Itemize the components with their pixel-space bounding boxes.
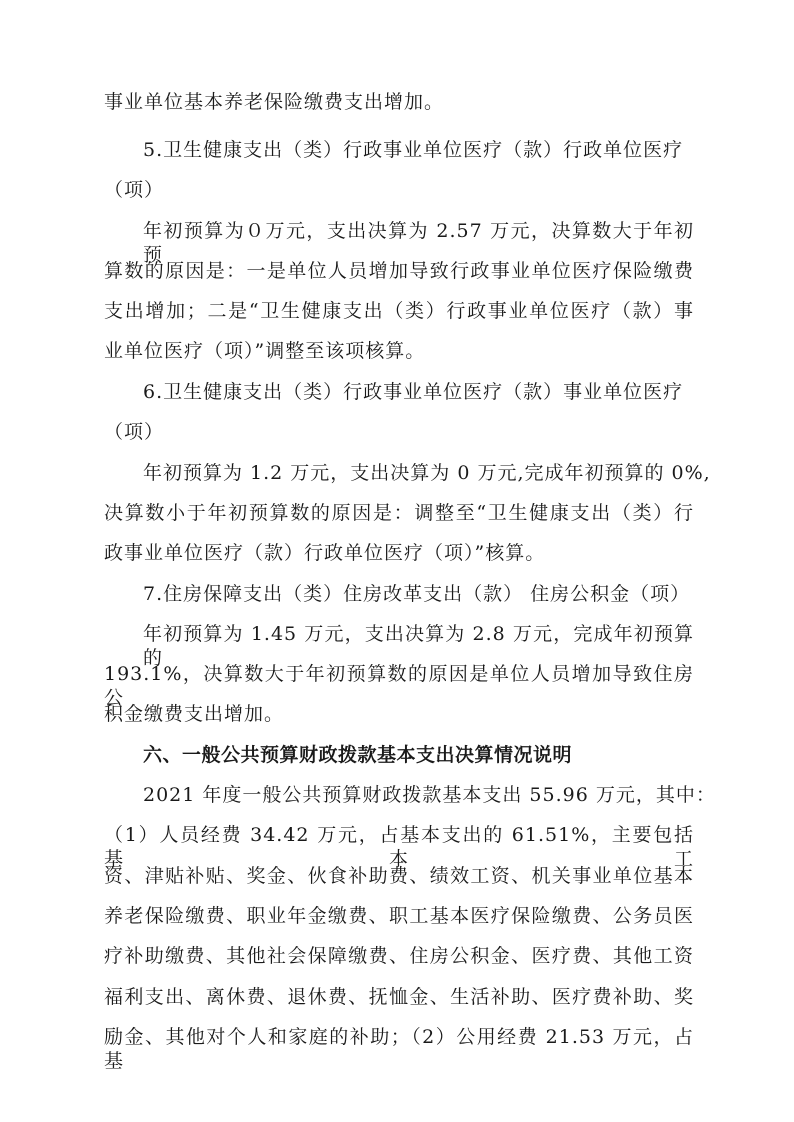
paragraph-line: 年初预算为 1.45 万元，支出决算为 2.8 万元，完成年初预算的 bbox=[143, 623, 694, 669]
paragraph-line: 励金、其他对个人和家庭的补助；（2）公用经费 21.53 万元，占基 bbox=[104, 1026, 694, 1072]
paragraph-line: 养老保险缴费、职业年金缴费、职工基本医疗保险缴费、公务员医 bbox=[104, 905, 694, 927]
paragraph-line: 福利支出、离休费、退休费、抚恤金、生活补助、医疗费补助、奖 bbox=[104, 986, 694, 1008]
item-heading-7: 7.住房保障支出（类）住房改革支出（款） 住房公积金（项） bbox=[143, 583, 691, 605]
paragraph-line: （1）人员经费 34.42 万元，占基本支出的 61.51%，主要包括基本工 bbox=[104, 824, 694, 870]
paragraph-line: 事业单位基本养老保险缴费支出增加。 bbox=[104, 91, 445, 113]
item-heading-5: 5.卫生健康支出（类）行政事业单位医疗（款）行政单位医疗 bbox=[143, 139, 684, 161]
paragraph-line: 疗补助缴费、其他社会保障缴费、住房公积金、医疗费、其他工资 bbox=[104, 945, 694, 967]
item-heading-6-cont: （项） bbox=[104, 421, 165, 443]
paragraph-line: 年初预算为 1.2 万元，支出决算为 0 万元,完成年初预算的 0%, bbox=[143, 462, 711, 484]
paragraph-line: 业单位医疗（项）”调整至该项核算。 bbox=[104, 340, 426, 362]
paragraph-line: 算数的原因是：一是单位人员增加导致行政事业单位医疗保险缴费 bbox=[104, 260, 694, 282]
item-heading-6: 6.卫生健康支出（类）行政事业单位医疗（款）事业单位医疗 bbox=[143, 381, 684, 403]
paragraph-line: 2021 年度一般公共预算财政拨款基本支出 55.96 万元，其中： bbox=[143, 784, 716, 806]
paragraph-line: 资、津贴补贴、奖金、伙食补助费、绩效工资、机关事业单位基本 bbox=[104, 865, 694, 887]
paragraph-line: 积金缴费支出增加。 bbox=[104, 703, 285, 725]
item-heading-5-cont: （项） bbox=[104, 179, 165, 201]
paragraph-line: 决算数小于年初预算数的原因是：调整至“卫生健康支出（类）行 bbox=[104, 502, 694, 524]
section-heading: 六、一般公共预算财政拨款基本支出决算情况说明 bbox=[143, 744, 573, 766]
paragraph-line: 193.1%，决算数大于年初预算数的原因是单位人员增加导致住房公 bbox=[104, 663, 694, 709]
paragraph-line: 年初预算为０万元，支出决算为 2.57 万元，决算数大于年初预 bbox=[143, 220, 694, 266]
paragraph-line: 支出增加；二是“卫生健康支出（类）行政事业单位医疗（款）事 bbox=[104, 300, 694, 322]
paragraph-line: 政事业单位医疗（款）行政单位医疗（项）”核算。 bbox=[104, 542, 546, 564]
